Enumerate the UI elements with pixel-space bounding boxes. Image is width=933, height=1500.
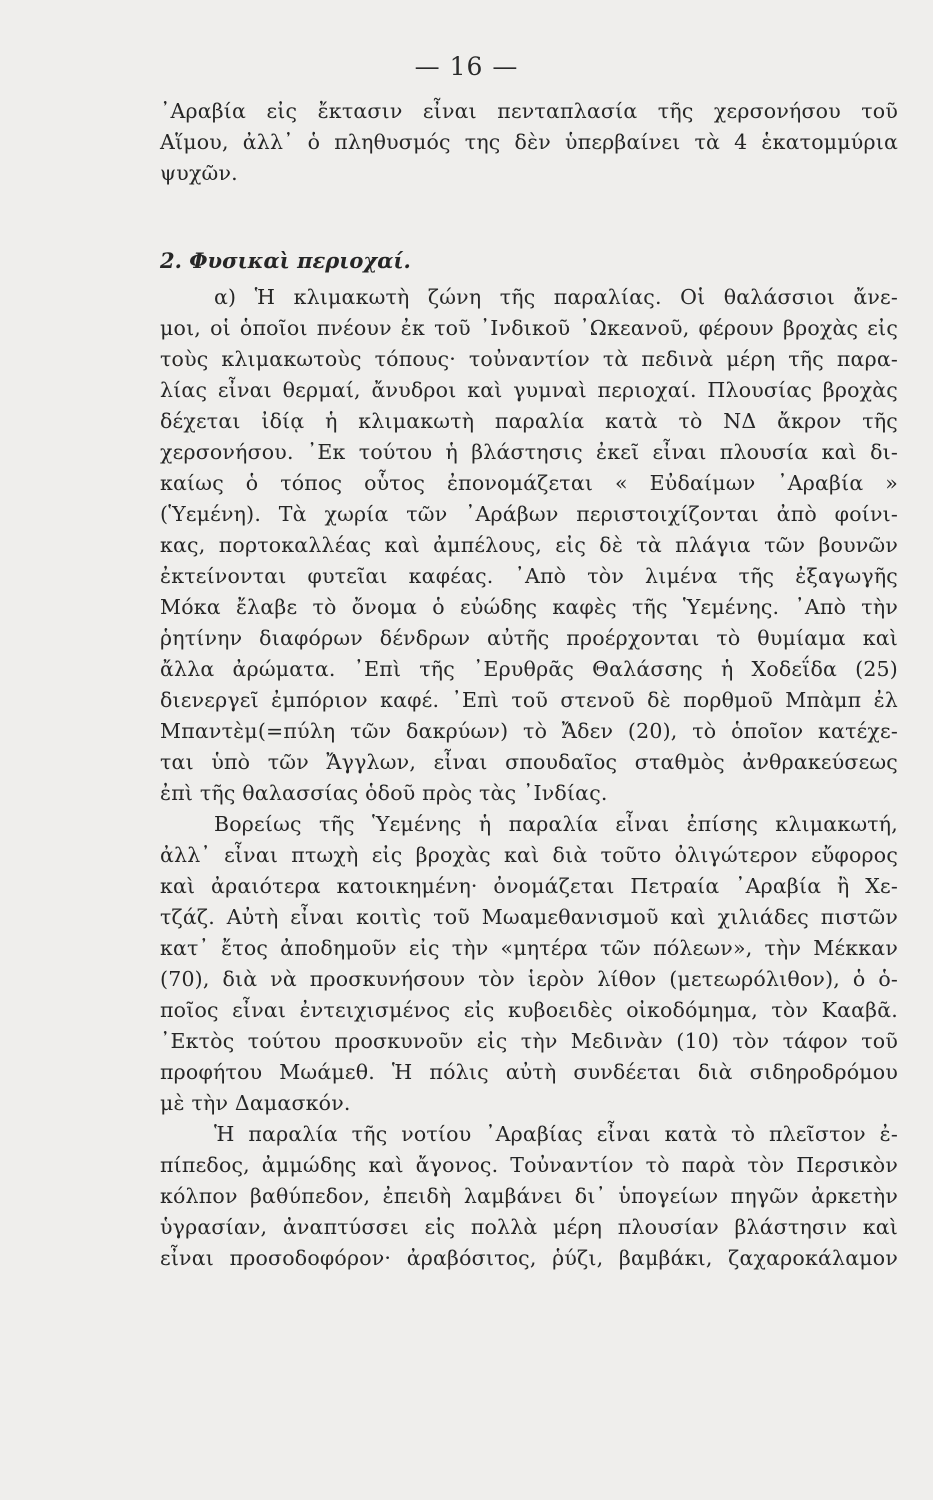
text-line: α) Ἡ κλιμακωτὴ ζώνη τῆς παραλίας. Οἱ θαλάσσιοι ἄνε- — [214, 285, 898, 309]
text-line: κας, πορτοκαλλέας καὶ ἀμπέλους, εἰς δὲ τὰ πλάγια τῶν βουνῶν — [160, 533, 898, 557]
intro-paragraph — [160, 96, 898, 189]
text-line: καὶ ἀραιότερα κατοικημένη· ὀνομάζεται Πετραία ᾽Αραβία ἢ Χε- — [160, 874, 898, 898]
text-line: ται ὑπὸ τῶν Ἄγγλων, εἶναι σπουδαῖος σταθμὸς ἀνθρακεύσεως — [160, 750, 898, 774]
text-line: ἐπὶ τῆς θαλασσίας ὁδοῦ πρὸς τὰς ᾽Ινδίας. — [160, 781, 608, 805]
text-line: κατ᾽ ἔτος ἀποδημοῦν εἰς τὴν «μητέρα τῶν πόλεων», τὴν Μέκκαν — [160, 936, 898, 960]
text-line: χερσονήσου. ᾽Εκ τούτου ἡ βλάστησις ἐκεῖ εἶναι πλουσία καὶ δι- — [160, 440, 898, 464]
text-line: ψυχῶν. — [160, 161, 238, 185]
text-line: προφήτου Μωάμεθ. Ἡ πόλις αὐτὴ συνδέεται διὰ σιδηροδρόμου — [160, 1060, 898, 1084]
text-line: (70), διὰ νὰ προσκυνήσουν τὸν ἱερὸν λίθον (μετεωρόλιθον), ὁ ὁ- — [160, 967, 898, 991]
text-line: ἀλλ᾽ εἶναι πτωχὴ εἰς βροχὰς καὶ διὰ τοῦτο ὀλιγώτερον εὔφορος — [160, 843, 898, 867]
text-line: ῥητίνην διαφόρων δένδρων αὐτῆς προέρχονται τὸ θυμίαμα καὶ — [160, 626, 898, 650]
text-line: μὲ τὴν Δαμασκόν. — [160, 1091, 351, 1115]
text-line: κόλπον βαθύπεδον, ἐπειδὴ λαμβάνει δι᾽ ὑπογείων πηγῶν ἀρκετὴν — [160, 1184, 898, 1208]
text-line: Ἡ παραλία τῆς νοτίου ᾽Αραβίας εἶναι κατὰ τὸ πλεῖστον ἐ- — [214, 1122, 898, 1146]
text-line: λίας εἶναι θερμαί, ἄνυδροι καὶ γυμναὶ περιοχαί. Πλουσίας βροχὰς — [160, 378, 898, 402]
body-text — [160, 282, 898, 1274]
text-line: Βορείως τῆς Ὑεμένης ἡ παραλία εἶναι ἐπίσης κλιμακωτή, — [214, 812, 898, 836]
text-line: ἄλλα ἀρώματα. ᾽Επὶ τῆς ᾽Ερυθρᾶς Θαλάσσης ἡ Χοδεΐδα (25) — [160, 657, 898, 681]
text-line: τζάζ. Αὐτὴ εἶναι κοιτὶς τοῦ Μωαμεθανισμοῦ καὶ χιλιάδες πιστῶν — [160, 905, 898, 929]
text-line: εἶναι προσοδοφόρον· ἀραβόσιτος, ῥύζι, βαμβάκι, ζαχαροκάλαμον — [160, 1246, 898, 1270]
text-line: μοι, οἱ ὁποῖοι πνέουν ἐκ τοῦ ᾽Ινδικοῦ ᾽Ωκεανοῦ, φέρουν βροχὰς εἰς — [160, 316, 898, 340]
text-line: ᾽Αραβία εἰς ἔκτασιν εἶναι πενταπλασία τῆς χερσονήσου τοῦ — [160, 99, 898, 123]
text-line: δέχεται ἰδίᾳ ἡ κλιμακωτὴ παραλία κατὰ τὸ ΝΔ ἄκρον τῆς — [160, 409, 898, 433]
text-line: Μόκα ἔλαβε τὸ ὄνομα ὁ εὐώδης καφὲς τῆς Ὑεμένης. ᾽Απὸ τὴν — [160, 595, 898, 619]
text-line: Αἵμου, ἀλλ᾽ ὁ πληθυσμός της δὲν ὑπερβαίνει τὰ 4 ἑκατομμύρια — [160, 130, 898, 154]
page-number: — 16 — — [414, 52, 519, 81]
text-line: Μπαντὲμ(=πύλη τῶν δακρύων) τὸ Ἄδεν (20), τὸ ὁποῖον κατέχε- — [160, 719, 898, 743]
section-heading: 2. Φυσικαὶ περιοχαί. — [160, 248, 411, 273]
text-line: πίπεδος, ἀμμώδης καὶ ἄγονος. Τοὐναντίον τὸ παρὰ τὸν Περσικὸν — [160, 1153, 898, 1177]
text-line: ποῖος εἶναι ἐντειχισμένος εἰς κυβοειδὲς οἰκοδόμημα, τὸν Κααβᾶ. — [160, 998, 898, 1022]
text-line: ἐκτείνονται φυτεῖαι καφέας. ᾽Απὸ τὸν λιμένα τῆς ἐξαγωγῆς — [160, 564, 898, 588]
text-line: τοὺς κλιμακωτοὺς τόπους· τοὐναντίον τὰ πεδινὰ μέρη τῆς παρα- — [160, 347, 898, 371]
text-line: διενεργεῖ ἐμπόριον καφέ. ᾽Επὶ τοῦ στενοῦ δὲ πορθμοῦ Μπὰμπ ἐλ — [160, 688, 898, 712]
text-line: ὑγρασίαν, ἀναπτύσσει εἰς πολλὰ μέρη πλουσίαν βλάστησιν καὶ — [160, 1215, 898, 1239]
text-line: ᾽Εκτὸς τούτου προσκυνοῦν εἰς τὴν Μεδινὰν (10) τὸν τάφον τοῦ — [160, 1029, 898, 1053]
text-line: καίως ὁ τόπος οὗτος ἐπονομάζεται « Εὐδαίμων ᾽Αραβία » — [160, 471, 898, 495]
text-line: (Ὑεμένη). Τὰ χωρία τῶν ᾽Αράβων περιστοιχίζονται ἀπὸ φοίνι- — [160, 502, 898, 526]
